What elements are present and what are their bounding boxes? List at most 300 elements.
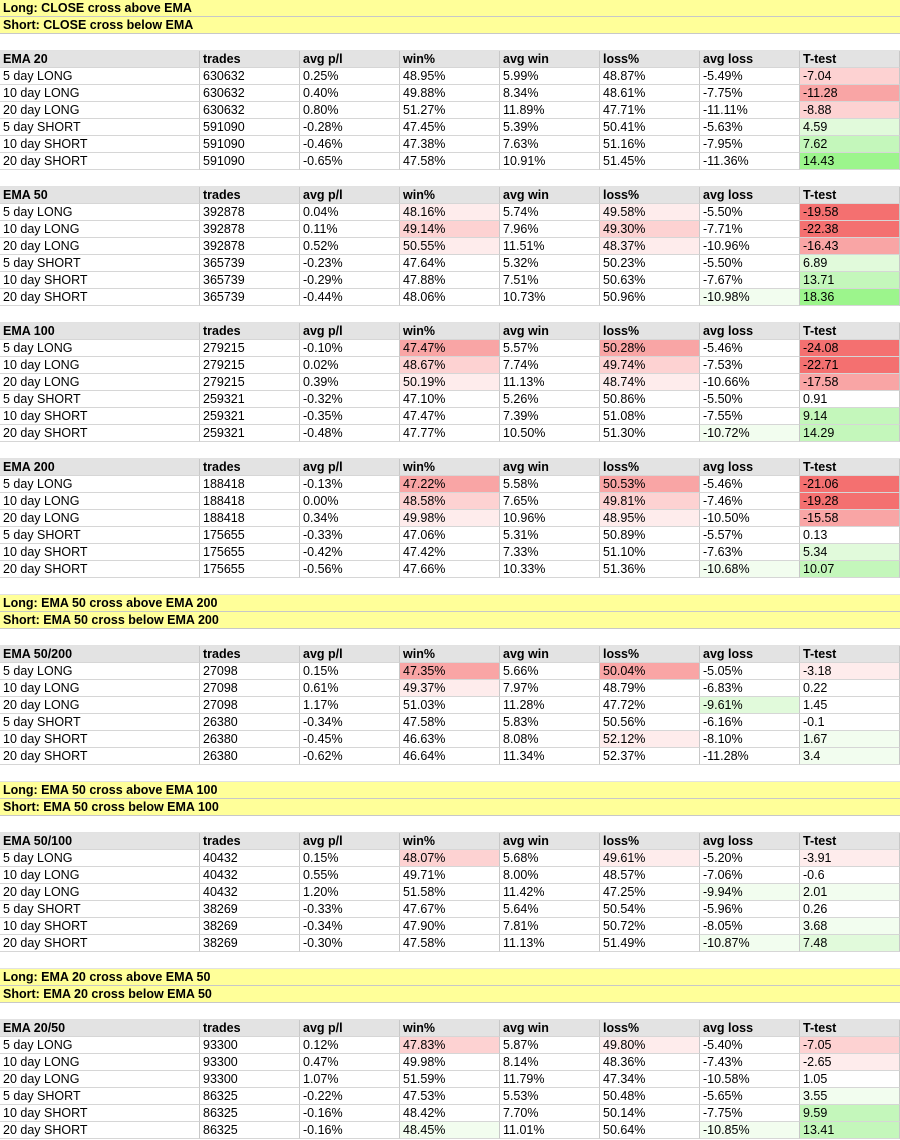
data-cell[interactable]: 51.16% (600, 136, 700, 153)
data-cell[interactable]: 591090 (200, 136, 300, 153)
data-cell[interactable]: 11.51% (500, 238, 600, 255)
data-cell[interactable]: 48.37% (600, 238, 700, 255)
data-cell[interactable]: -5.65% (700, 1088, 800, 1105)
data-cell[interactable]: 50.55% (400, 238, 500, 255)
table-title[interactable]: EMA 20/50 (0, 1020, 200, 1037)
row-label-cell[interactable]: 20 day LONG (0, 374, 200, 391)
data-cell[interactable]: 1.67 (800, 731, 900, 748)
data-cell[interactable]: 86325 (200, 1122, 300, 1139)
data-cell[interactable]: -0.33% (300, 901, 400, 918)
data-cell[interactable]: 50.54% (600, 901, 700, 918)
data-cell[interactable]: 47.83% (400, 1037, 500, 1054)
data-cell[interactable]: 49.80% (600, 1037, 700, 1054)
data-cell[interactable]: 0.55% (300, 867, 400, 884)
data-cell[interactable]: 26380 (200, 714, 300, 731)
data-cell[interactable]: -11.36% (700, 153, 800, 170)
data-cell[interactable]: 0.61% (300, 680, 400, 697)
column-header[interactable]: avg p/l (300, 1020, 400, 1037)
row-label-cell[interactable]: 10 day SHORT (0, 408, 200, 425)
data-cell[interactable]: 50.56% (600, 714, 700, 731)
row-label-cell[interactable]: 5 day SHORT (0, 714, 200, 731)
column-header[interactable]: win% (400, 187, 500, 204)
data-cell[interactable]: -5.50% (700, 204, 800, 221)
data-cell[interactable]: 27098 (200, 697, 300, 714)
data-cell[interactable]: 9.14 (800, 408, 900, 425)
data-cell[interactable]: -0.23% (300, 255, 400, 272)
data-cell[interactable]: -0.33% (300, 527, 400, 544)
data-cell[interactable]: 49.81% (600, 493, 700, 510)
row-label-cell[interactable]: 20 day LONG (0, 697, 200, 714)
data-cell[interactable]: -0.34% (300, 918, 400, 935)
data-cell[interactable]: 48.57% (600, 867, 700, 884)
data-cell[interactable]: 26380 (200, 731, 300, 748)
data-cell[interactable]: 50.89% (600, 527, 700, 544)
column-header[interactable]: avg loss (700, 646, 800, 663)
data-cell[interactable]: 51.30% (600, 425, 700, 442)
data-cell[interactable]: 47.67% (400, 901, 500, 918)
row-label-cell[interactable]: 20 day SHORT (0, 748, 200, 765)
data-cell[interactable]: 49.30% (600, 221, 700, 238)
data-cell[interactable]: 48.58% (400, 493, 500, 510)
data-cell[interactable]: -15.58 (800, 510, 900, 527)
data-cell[interactable]: -0.6 (800, 867, 900, 884)
data-cell[interactable]: 10.73% (500, 289, 600, 306)
row-label-cell[interactable]: 10 day LONG (0, 867, 200, 884)
data-cell[interactable]: 0.47% (300, 1054, 400, 1071)
row-label-cell[interactable]: 10 day SHORT (0, 272, 200, 289)
data-cell[interactable]: 48.74% (600, 374, 700, 391)
column-header[interactable]: loss% (600, 459, 700, 476)
data-cell[interactable]: 27098 (200, 663, 300, 680)
data-cell[interactable]: -5.40% (700, 1037, 800, 1054)
data-cell[interactable]: 11.13% (500, 374, 600, 391)
column-header[interactable]: loss% (600, 323, 700, 340)
row-label-cell[interactable]: 5 day LONG (0, 204, 200, 221)
row-label-cell[interactable]: 20 day SHORT (0, 153, 200, 170)
data-cell[interactable]: 47.88% (400, 272, 500, 289)
data-cell[interactable]: 50.53% (600, 476, 700, 493)
data-cell[interactable]: 49.61% (600, 850, 700, 867)
column-header[interactable]: avg p/l (300, 459, 400, 476)
data-cell[interactable]: 50.72% (600, 918, 700, 935)
data-cell[interactable]: -0.42% (300, 544, 400, 561)
data-cell[interactable]: -11.11% (700, 102, 800, 119)
data-cell[interactable]: -0.56% (300, 561, 400, 578)
data-cell[interactable]: 5.34 (800, 544, 900, 561)
data-cell[interactable]: -10.85% (700, 1122, 800, 1139)
data-cell[interactable]: 40432 (200, 867, 300, 884)
data-cell[interactable]: 591090 (200, 119, 300, 136)
data-cell[interactable]: -24.08 (800, 340, 900, 357)
data-cell[interactable]: 0.25% (300, 68, 400, 85)
data-cell[interactable]: 5.57% (500, 340, 600, 357)
data-cell[interactable]: 5.39% (500, 119, 600, 136)
data-cell[interactable]: 49.98% (400, 1054, 500, 1071)
column-header[interactable]: avg p/l (300, 323, 400, 340)
column-header[interactable]: win% (400, 51, 500, 68)
row-label-cell[interactable]: 5 day SHORT (0, 119, 200, 136)
column-header[interactable]: win% (400, 646, 500, 663)
data-cell[interactable]: 630632 (200, 68, 300, 85)
data-cell[interactable]: -7.53% (700, 357, 800, 374)
row-label-cell[interactable]: 5 day SHORT (0, 255, 200, 272)
data-cell[interactable]: 591090 (200, 153, 300, 170)
data-cell[interactable]: 47.34% (600, 1071, 700, 1088)
data-cell[interactable]: 47.06% (400, 527, 500, 544)
data-cell[interactable]: 11.89% (500, 102, 600, 119)
row-label-cell[interactable]: 5 day SHORT (0, 391, 200, 408)
column-header[interactable]: trades (200, 459, 300, 476)
row-label-cell[interactable]: 10 day SHORT (0, 1105, 200, 1122)
data-cell[interactable]: -10.87% (700, 935, 800, 952)
data-cell[interactable]: 5.66% (500, 663, 600, 680)
data-cell[interactable]: 48.06% (400, 289, 500, 306)
data-cell[interactable]: -19.28 (800, 493, 900, 510)
data-cell[interactable]: 49.58% (600, 204, 700, 221)
data-cell[interactable]: 47.58% (400, 935, 500, 952)
data-cell[interactable]: -7.06% (700, 867, 800, 884)
data-cell[interactable]: 50.63% (600, 272, 700, 289)
data-cell[interactable]: 48.07% (400, 850, 500, 867)
data-cell[interactable]: 51.36% (600, 561, 700, 578)
data-cell[interactable]: -5.50% (700, 255, 800, 272)
data-cell[interactable]: -0.44% (300, 289, 400, 306)
data-cell[interactable]: 27098 (200, 680, 300, 697)
data-cell[interactable]: -7.67% (700, 272, 800, 289)
data-cell[interactable]: 8.08% (500, 731, 600, 748)
data-cell[interactable]: 7.70% (500, 1105, 600, 1122)
data-cell[interactable]: 49.98% (400, 510, 500, 527)
data-cell[interactable]: 14.43 (800, 153, 900, 170)
row-label-cell[interactable]: 5 day SHORT (0, 901, 200, 918)
data-cell[interactable]: 0.34% (300, 510, 400, 527)
row-label-cell[interactable]: 10 day LONG (0, 221, 200, 238)
column-header[interactable]: T-test (800, 1020, 900, 1037)
data-cell[interactable]: 365739 (200, 272, 300, 289)
data-cell[interactable]: 47.53% (400, 1088, 500, 1105)
row-label-cell[interactable]: 5 day LONG (0, 850, 200, 867)
data-cell[interactable]: 0.91 (800, 391, 900, 408)
data-cell[interactable]: 51.59% (400, 1071, 500, 1088)
data-cell[interactable]: 5.31% (500, 527, 600, 544)
column-header[interactable]: avg p/l (300, 51, 400, 68)
data-cell[interactable]: 0.15% (300, 850, 400, 867)
data-cell[interactable]: -0.62% (300, 748, 400, 765)
data-cell[interactable]: -0.30% (300, 935, 400, 952)
data-cell[interactable]: -7.55% (700, 408, 800, 425)
data-cell[interactable]: 188418 (200, 493, 300, 510)
data-cell[interactable]: -0.1 (800, 714, 900, 731)
data-cell[interactable]: -7.95% (700, 136, 800, 153)
data-cell[interactable]: 392878 (200, 221, 300, 238)
data-cell[interactable]: 47.58% (400, 714, 500, 731)
data-cell[interactable]: 0.13 (800, 527, 900, 544)
column-header[interactable]: win% (400, 459, 500, 476)
row-label-cell[interactable]: 20 day LONG (0, 1071, 200, 1088)
column-header[interactable]: avg loss (700, 1020, 800, 1037)
data-cell[interactable]: 279215 (200, 374, 300, 391)
data-cell[interactable]: 5.87% (500, 1037, 600, 1054)
data-cell[interactable]: 7.81% (500, 918, 600, 935)
column-header[interactable]: avg p/l (300, 187, 400, 204)
data-cell[interactable]: 0.15% (300, 663, 400, 680)
data-cell[interactable]: 10.50% (500, 425, 600, 442)
data-cell[interactable]: 48.45% (400, 1122, 500, 1139)
column-header[interactable]: loss% (600, 51, 700, 68)
data-cell[interactable]: 47.45% (400, 119, 500, 136)
data-cell[interactable]: 0.11% (300, 221, 400, 238)
data-cell[interactable]: -8.05% (700, 918, 800, 935)
data-cell[interactable]: -10.68% (700, 561, 800, 578)
table-title[interactable]: EMA 100 (0, 323, 200, 340)
column-header[interactable]: trades (200, 323, 300, 340)
data-cell[interactable]: -0.16% (300, 1105, 400, 1122)
data-cell[interactable]: 5.68% (500, 850, 600, 867)
data-cell[interactable]: 188418 (200, 476, 300, 493)
data-cell[interactable]: 51.03% (400, 697, 500, 714)
data-cell[interactable]: -0.16% (300, 1122, 400, 1139)
data-cell[interactable]: 5.64% (500, 901, 600, 918)
data-cell[interactable]: 3.55 (800, 1088, 900, 1105)
column-header[interactable]: win% (400, 833, 500, 850)
column-header[interactable]: win% (400, 1020, 500, 1037)
data-cell[interactable]: 11.34% (500, 748, 600, 765)
data-cell[interactable]: 7.33% (500, 544, 600, 561)
data-cell[interactable]: 1.07% (300, 1071, 400, 1088)
data-cell[interactable]: 48.36% (600, 1054, 700, 1071)
data-cell[interactable]: 51.49% (600, 935, 700, 952)
column-header[interactable]: trades (200, 187, 300, 204)
data-cell[interactable]: 0.80% (300, 102, 400, 119)
data-cell[interactable]: -5.63% (700, 119, 800, 136)
data-cell[interactable]: 49.88% (400, 85, 500, 102)
data-cell[interactable]: -5.05% (700, 663, 800, 680)
data-cell[interactable]: 0.12% (300, 1037, 400, 1054)
row-label-cell[interactable]: 10 day SHORT (0, 136, 200, 153)
data-cell[interactable]: 14.29 (800, 425, 900, 442)
data-cell[interactable]: -7.63% (700, 544, 800, 561)
column-header[interactable]: avg p/l (300, 833, 400, 850)
data-cell[interactable]: 365739 (200, 255, 300, 272)
data-cell[interactable]: 11.42% (500, 884, 600, 901)
data-cell[interactable]: 47.72% (600, 697, 700, 714)
column-header[interactable]: trades (200, 833, 300, 850)
data-cell[interactable]: 47.47% (400, 408, 500, 425)
data-cell[interactable]: 52.37% (600, 748, 700, 765)
data-cell[interactable]: 40432 (200, 850, 300, 867)
data-cell[interactable]: -0.28% (300, 119, 400, 136)
data-cell[interactable]: 8.34% (500, 85, 600, 102)
column-header[interactable]: avg loss (700, 323, 800, 340)
column-header[interactable]: loss% (600, 833, 700, 850)
data-cell[interactable]: 392878 (200, 238, 300, 255)
data-cell[interactable]: 5.53% (500, 1088, 600, 1105)
data-cell[interactable]: 7.65% (500, 493, 600, 510)
data-cell[interactable]: 46.63% (400, 731, 500, 748)
data-cell[interactable]: -0.32% (300, 391, 400, 408)
data-cell[interactable]: 18.36 (800, 289, 900, 306)
data-cell[interactable]: 50.96% (600, 289, 700, 306)
data-cell[interactable]: 13.41 (800, 1122, 900, 1139)
row-label-cell[interactable]: 10 day SHORT (0, 918, 200, 935)
data-cell[interactable]: -7.04 (800, 68, 900, 85)
data-cell[interactable]: 47.42% (400, 544, 500, 561)
data-cell[interactable]: -6.83% (700, 680, 800, 697)
table-title[interactable]: EMA 50/100 (0, 833, 200, 850)
data-cell[interactable]: -5.46% (700, 476, 800, 493)
data-cell[interactable]: -22.38 (800, 221, 900, 238)
data-cell[interactable]: 47.35% (400, 663, 500, 680)
data-cell[interactable]: 50.64% (600, 1122, 700, 1139)
row-label-cell[interactable]: 5 day LONG (0, 476, 200, 493)
data-cell[interactable]: 11.13% (500, 935, 600, 952)
data-cell[interactable]: 5.99% (500, 68, 600, 85)
data-cell[interactable]: 7.48 (800, 935, 900, 952)
row-label-cell[interactable]: 5 day SHORT (0, 527, 200, 544)
data-cell[interactable]: -22.71 (800, 357, 900, 374)
data-cell[interactable]: 47.77% (400, 425, 500, 442)
row-label-cell[interactable]: 10 day LONG (0, 85, 200, 102)
data-cell[interactable]: 49.71% (400, 867, 500, 884)
row-label-cell[interactable]: 10 day LONG (0, 493, 200, 510)
row-label-cell[interactable]: 20 day SHORT (0, 289, 200, 306)
data-cell[interactable]: 50.86% (600, 391, 700, 408)
column-header[interactable]: loss% (600, 646, 700, 663)
data-cell[interactable]: 3.4 (800, 748, 900, 765)
data-cell[interactable]: -0.13% (300, 476, 400, 493)
data-cell[interactable]: 48.61% (600, 85, 700, 102)
data-cell[interactable]: 52.12% (600, 731, 700, 748)
data-cell[interactable]: 47.66% (400, 561, 500, 578)
data-cell[interactable]: -0.46% (300, 136, 400, 153)
column-header[interactable]: avg loss (700, 187, 800, 204)
data-cell[interactable]: 47.71% (600, 102, 700, 119)
data-cell[interactable]: 47.22% (400, 476, 500, 493)
row-label-cell[interactable]: 5 day SHORT (0, 1088, 200, 1105)
row-label-cell[interactable]: 20 day SHORT (0, 561, 200, 578)
column-header[interactable]: T-test (800, 833, 900, 850)
column-header[interactable]: T-test (800, 646, 900, 663)
column-header[interactable]: avg win (500, 646, 600, 663)
data-cell[interactable]: 10.33% (500, 561, 600, 578)
data-cell[interactable]: 48.95% (400, 68, 500, 85)
data-cell[interactable]: 50.19% (400, 374, 500, 391)
column-header[interactable]: avg loss (700, 51, 800, 68)
data-cell[interactable]: -9.61% (700, 697, 800, 714)
data-cell[interactable]: -17.58 (800, 374, 900, 391)
data-cell[interactable]: -11.28% (700, 748, 800, 765)
row-label-cell[interactable]: 10 day LONG (0, 357, 200, 374)
column-header[interactable]: avg win (500, 323, 600, 340)
data-cell[interactable]: 38269 (200, 935, 300, 952)
data-cell[interactable]: -3.18 (800, 663, 900, 680)
row-label-cell[interactable]: 20 day SHORT (0, 935, 200, 952)
data-cell[interactable]: 365739 (200, 289, 300, 306)
data-cell[interactable]: 5.32% (500, 255, 600, 272)
column-header[interactable]: T-test (800, 51, 900, 68)
data-cell[interactable]: 10.96% (500, 510, 600, 527)
data-cell[interactable]: 259321 (200, 425, 300, 442)
data-cell[interactable]: 93300 (200, 1037, 300, 1054)
column-header[interactable]: T-test (800, 459, 900, 476)
data-cell[interactable]: -5.50% (700, 391, 800, 408)
data-cell[interactable]: 6.89 (800, 255, 900, 272)
column-header[interactable]: avg win (500, 1020, 600, 1037)
data-cell[interactable]: -5.20% (700, 850, 800, 867)
data-cell[interactable]: -19.58 (800, 204, 900, 221)
data-cell[interactable]: -7.75% (700, 1105, 800, 1122)
data-cell[interactable]: 8.14% (500, 1054, 600, 1071)
data-cell[interactable]: 51.58% (400, 884, 500, 901)
data-cell[interactable]: 11.28% (500, 697, 600, 714)
row-label-cell[interactable]: 20 day SHORT (0, 1122, 200, 1139)
data-cell[interactable]: 50.14% (600, 1105, 700, 1122)
data-cell[interactable]: -5.57% (700, 527, 800, 544)
data-cell[interactable]: 188418 (200, 510, 300, 527)
data-cell[interactable]: 0.00% (300, 493, 400, 510)
data-cell[interactable]: 7.96% (500, 221, 600, 238)
data-cell[interactable]: -10.72% (700, 425, 800, 442)
data-cell[interactable]: 47.64% (400, 255, 500, 272)
data-cell[interactable]: 50.04% (600, 663, 700, 680)
data-cell[interactable]: 49.37% (400, 680, 500, 697)
data-cell[interactable]: 48.87% (600, 68, 700, 85)
data-cell[interactable]: 5.26% (500, 391, 600, 408)
data-cell[interactable]: 1.20% (300, 884, 400, 901)
data-cell[interactable]: 49.74% (600, 357, 700, 374)
data-cell[interactable]: 48.95% (600, 510, 700, 527)
data-cell[interactable]: 50.28% (600, 340, 700, 357)
data-cell[interactable]: -10.98% (700, 289, 800, 306)
data-cell[interactable]: -8.88 (800, 102, 900, 119)
data-cell[interactable]: 1.05 (800, 1071, 900, 1088)
data-cell[interactable]: -3.91 (800, 850, 900, 867)
data-cell[interactable]: 279215 (200, 357, 300, 374)
row-label-cell[interactable]: 10 day LONG (0, 1054, 200, 1071)
table-title[interactable]: EMA 50 (0, 187, 200, 204)
data-cell[interactable]: 47.25% (600, 884, 700, 901)
data-cell[interactable]: -10.66% (700, 374, 800, 391)
data-cell[interactable]: -0.34% (300, 714, 400, 731)
data-cell[interactable]: 50.23% (600, 255, 700, 272)
column-header[interactable]: avg loss (700, 459, 800, 476)
data-cell[interactable]: 1.17% (300, 697, 400, 714)
data-cell[interactable]: -7.46% (700, 493, 800, 510)
column-header[interactable]: loss% (600, 187, 700, 204)
data-cell[interactable]: 7.39% (500, 408, 600, 425)
data-cell[interactable]: 10.91% (500, 153, 600, 170)
data-cell[interactable]: 47.10% (400, 391, 500, 408)
data-cell[interactable]: -10.96% (700, 238, 800, 255)
data-cell[interactable]: 630632 (200, 102, 300, 119)
data-cell[interactable]: 5.83% (500, 714, 600, 731)
data-cell[interactable]: 51.45% (600, 153, 700, 170)
table-title[interactable]: EMA 20 (0, 51, 200, 68)
data-cell[interactable]: 51.08% (600, 408, 700, 425)
data-cell[interactable]: 0.22 (800, 680, 900, 697)
data-cell[interactable]: 0.52% (300, 238, 400, 255)
data-cell[interactable]: 392878 (200, 204, 300, 221)
data-cell[interactable]: 2.01 (800, 884, 900, 901)
column-header[interactable]: avg win (500, 459, 600, 476)
data-cell[interactable]: 93300 (200, 1071, 300, 1088)
data-cell[interactable]: 279215 (200, 340, 300, 357)
data-cell[interactable]: -21.06 (800, 476, 900, 493)
column-header[interactable]: avg win (500, 833, 600, 850)
data-cell[interactable]: 630632 (200, 85, 300, 102)
data-cell[interactable]: -10.50% (700, 510, 800, 527)
data-cell[interactable]: -0.45% (300, 731, 400, 748)
